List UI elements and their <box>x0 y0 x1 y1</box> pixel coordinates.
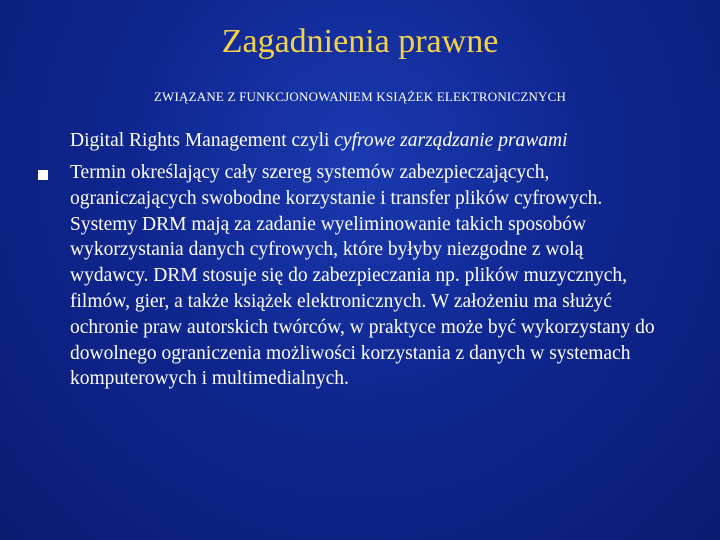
slide-title: Zagadnienia prawne <box>221 23 499 60</box>
slide-subtitle: ZWIĄZANE Z FUNKCJONOWANIEM KSIĄŻEK ELEKTRONICZNYCH <box>153 89 567 104</box>
bullet-text: Termin określający cały szereg systemów zabezpieczających, ograniczających swobodne korzystanie i transfer plików cyfrowych. Systemy DRM mają za zadanie wyeliminowanie takich sposobów wykorzystania danych cyfrowych, które byłyby niezgodne z wolą wydawcy. DRM stosuje się do zabezpieczania np. plików muzycznych, filmów, gier, a także książek elektronicznych. W założeniu ma służyć ochronie praw autorskich twórców, w praktyce może być wykorzystany do dowolnego ograniczenia możliwości korzystania z danych w systemach komputerowych i multimedialnych. <box>70 162 655 390</box>
heading-italic-text: cyfrowe zarządzanie prawami <box>334 130 568 151</box>
square-bullet-icon <box>38 170 48 180</box>
section-heading <box>70 128 718 154</box>
heading-plain-text: Digital Rights Management czyli <box>70 130 335 151</box>
